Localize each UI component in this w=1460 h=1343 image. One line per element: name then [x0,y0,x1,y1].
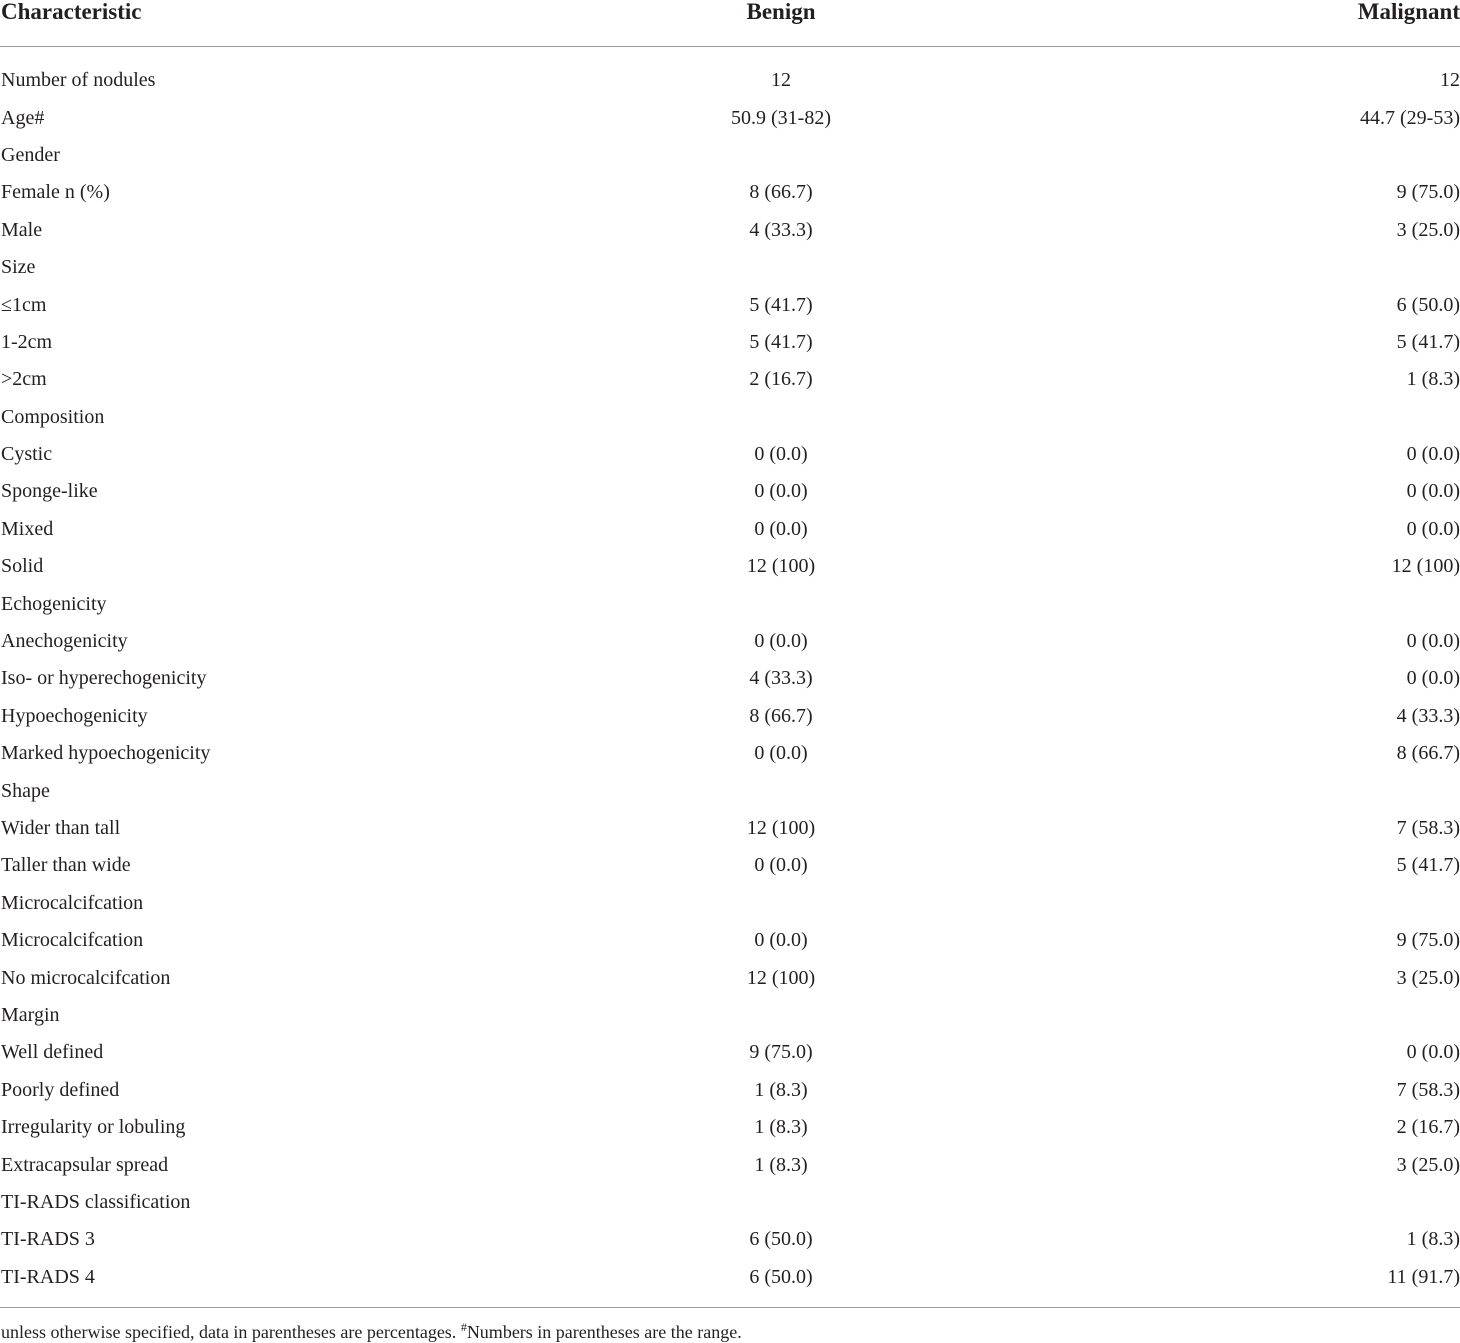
row-malignant-value: 0 (0.0) [1406,630,1460,653]
row-malignant-value: 3 (25.0) [1396,218,1460,241]
table-row [0,212,1460,249]
row-characteristic: 1-2cm [1,330,53,353]
row-malignant-value: 44.7 (29-53) [1360,106,1460,129]
row-characteristic: Gender [1,143,60,166]
row-malignant-value: 12 (100) [1391,555,1460,578]
row-characteristic: TI-RADS classification [1,1190,191,1213]
row-malignant-value [1002,249,1460,286]
row-characteristic: Wider than tall [1,817,121,839]
row-benign-value: 0 (0.0) [754,742,808,765]
row-malignant-value [1002,997,1460,1034]
row-characteristic: Solid [1,555,44,578]
row-malignant-value: 1 (8.3) [1406,1228,1460,1251]
row-characteristic: Age# [1,106,45,129]
row-benign-value: 1 (8.3) [754,1116,808,1139]
row-malignant-value [1002,137,1460,174]
table-row [0,286,1460,323]
row-benign-value: 0 (0.0) [754,929,808,952]
row-characteristic: Echogenicity [1,592,107,615]
table-row [0,1109,1460,1146]
table-row [0,772,1460,809]
row-benign-value [560,772,1002,809]
footnote-hash-mark: # [460,1320,467,1334]
row-benign-value: 0 (0.0) [754,854,808,877]
row-benign-value: 8 (66.7) [749,704,813,727]
row-malignant-value: 7 (58.3) [1396,817,1460,839]
row-characteristic: Taller than wide [1,854,131,877]
row-malignant-value: 7 (58.3) [1396,1078,1460,1101]
row-benign-value [560,399,1002,436]
table-row [0,585,1460,622]
table-row [0,436,1460,473]
row-malignant-value [1002,772,1460,809]
header-malignant: Malignant [1002,0,1460,47]
row-characteristic: Anechogenicity [1,630,128,653]
row-malignant-value: 3 (25.0) [1396,966,1460,989]
row-benign-value: 9 (75.0) [749,1041,813,1064]
header-spacer [0,47,1460,63]
row-characteristic: Male [1,218,43,241]
row-benign-value: 2 (16.7) [749,368,813,391]
table-row [0,174,1460,211]
row-benign-value: 50.9 (31-82) [731,106,831,129]
row-malignant-value: 9 (75.0) [1396,181,1460,204]
row-benign-value: 0 (0.0) [754,480,808,503]
table-body [0,62,1460,1296]
row-characteristic: Mixed [1,517,54,540]
row-benign-value: 12 (100) [746,817,816,839]
row-benign-value [560,997,1002,1034]
table-row [0,885,1460,922]
row-characteristic: Size [1,256,36,279]
row-benign-value: 6 (50.0) [749,1228,813,1251]
table-row [0,810,1460,847]
table-row [0,324,1460,361]
table-row [0,511,1460,548]
table-row [0,623,1460,660]
footnote-range-text: Numbers in parentheses are the range. [466,1322,742,1342]
row-benign-value: 1 (8.3) [754,1078,808,1101]
table-footnote [1,1316,742,1343]
row-benign-value: 0 (0.0) [754,443,808,466]
row-characteristic: Well defined [1,1041,104,1064]
row-malignant-value [1002,1184,1460,1221]
row-malignant-value: 5 (41.7) [1396,330,1460,353]
table-row [0,1259,1460,1296]
row-characteristic: ≤1cm [1,293,47,316]
table-row [0,847,1460,884]
row-characteristic: Sponge-like [1,480,98,503]
table-row [0,1184,1460,1221]
table-row [0,399,1460,436]
row-benign-value: 8 (66.7) [749,181,813,204]
table-row [0,959,1460,996]
row-malignant-value: 3 (25.0) [1396,1153,1460,1176]
row-malignant-value: 6 (50.0) [1396,293,1460,316]
row-characteristic: Iso- or hyperechogenicity [1,667,207,690]
row-malignant-value: 0 (0.0) [1406,1041,1460,1064]
row-benign-value [560,885,1002,922]
row-characteristic: Cystic [1,443,53,466]
row-characteristic: Margin [1,1003,60,1026]
row-malignant-value: 0 (0.0) [1406,480,1460,503]
row-malignant-value: 0 (0.0) [1406,517,1460,540]
header-row [0,0,1460,47]
row-benign-value [560,249,1002,286]
table-row [0,735,1460,772]
row-benign-value: 5 (41.7) [749,293,813,316]
table-row [0,1221,1460,1258]
row-malignant-value: 2 (16.7) [1396,1116,1460,1139]
row-characteristic: Microcalcifcation [1,929,144,952]
table-row [0,1072,1460,1109]
row-benign-value: 4 (33.3) [749,667,813,690]
row-malignant-value: 11 (91.7) [1387,1265,1460,1288]
row-characteristic: Composition [1,405,105,428]
row-benign-value: 12 (100) [746,555,816,578]
table-row [0,922,1460,959]
row-malignant-value: 8 (66.7) [1396,742,1460,765]
row-malignant-value: 12 [1440,69,1460,92]
row-malignant-value: 0 (0.0) [1406,443,1460,466]
header-benign: Benign [560,0,1002,47]
table-row [0,698,1460,735]
row-characteristic: TI-RADS 3 [1,1228,95,1251]
table-row [0,62,1460,99]
row-characteristic: No microcalcifcation [1,966,171,989]
row-characteristic: Extracapsular spread [1,1153,169,1176]
table-row [0,361,1460,398]
row-benign-value: 6 (50.0) [749,1265,813,1288]
row-characteristic: TI-RADS 4 [1,1265,95,1288]
row-malignant-value [1002,885,1460,922]
table-row [0,548,1460,585]
header-characteristic: Characteristic [0,0,560,47]
row-malignant-value: 4 (33.3) [1396,704,1460,727]
row-benign-value: 1 (8.3) [754,1153,808,1176]
table-row [0,99,1460,136]
row-characteristic: Microcalcifcation [1,891,144,914]
row-benign-value: 0 (0.0) [754,630,808,653]
row-malignant-value: 5 (41.7) [1396,854,1460,877]
row-malignant-value: 9 (75.0) [1396,929,1460,952]
footnote-text: unless otherwise specified, data in parentheses are percentages. [1,1322,461,1342]
row-characteristic: Female n (%) [1,181,110,204]
row-benign-value [560,137,1002,174]
row-characteristic: Irregularity or lobuling [1,1116,186,1139]
row-characteristic: Number of nodules [1,69,156,92]
row-benign-value [560,1184,1002,1221]
table-row [0,660,1460,697]
table-bottom-rule [0,1307,1460,1308]
row-benign-value: 5 (41.7) [749,330,813,353]
table-row [0,1146,1460,1183]
row-characteristic: Hypoechogenicity [1,704,148,727]
row-malignant-value [1002,399,1460,436]
row-characteristic: >2cm [1,368,47,391]
row-characteristic: Poorly defined [1,1078,120,1101]
row-benign-value: 12 (100) [746,966,816,989]
row-characteristic: Marked hypoechogenicity [1,742,211,765]
row-malignant-value [1002,585,1460,622]
row-benign-value: 0 (0.0) [754,517,808,540]
table-row [0,249,1460,286]
table-row [0,473,1460,510]
row-benign-value: 4 (33.3) [749,218,813,241]
row-malignant-value: 1 (8.3) [1406,368,1460,391]
table-row [0,997,1460,1034]
row-malignant-value: 0 (0.0) [1406,667,1460,690]
row-benign-value [560,585,1002,622]
table-row [0,1034,1460,1071]
row-benign-value: 12 [771,69,791,92]
row-characteristic: Shape [1,779,50,802]
table-header [0,0,1460,47]
table-row [0,137,1460,174]
